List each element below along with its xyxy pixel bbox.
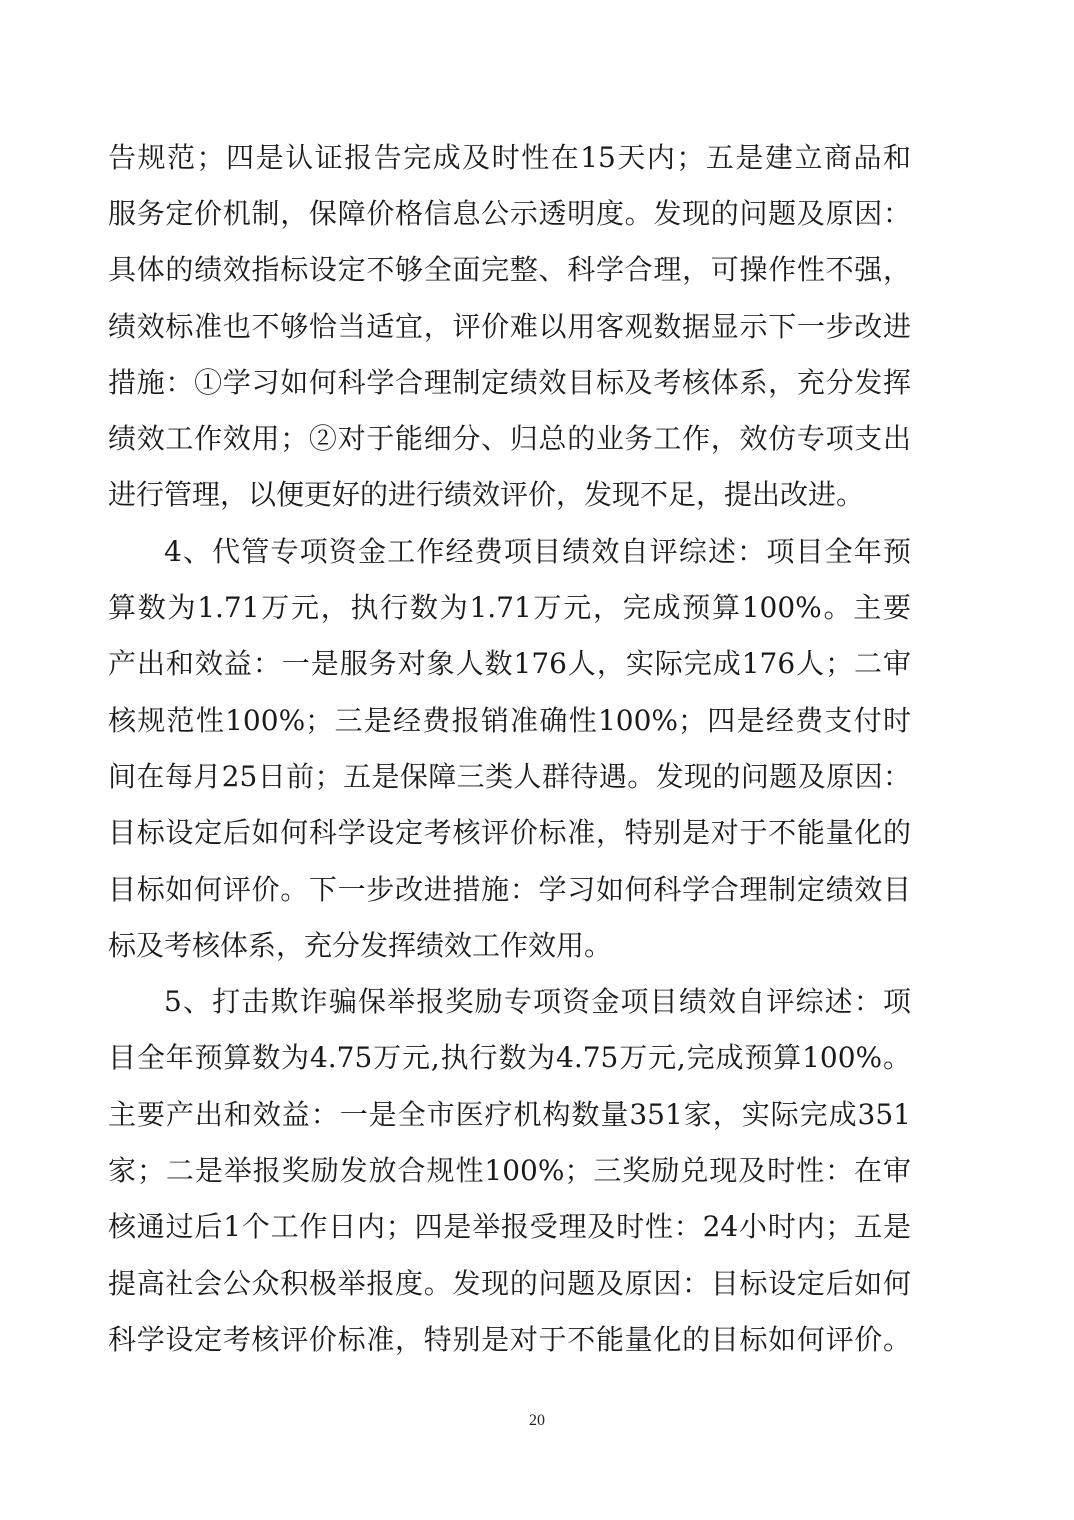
text-line: 产出和效益：一是服务对象人数176人，实际完成176人；二审 xyxy=(108,647,911,680)
text-line: 算数为1.71万元，执行数为1.71万元，完成预算100%。主要 xyxy=(108,591,911,624)
text-line: 绩效标准也不够恰当适宜，评价难以用客观数据显示下一步改进 xyxy=(108,310,911,343)
text-line: 提高社会公众积极举报度。发现的问题及原因：目标设定后如何 xyxy=(108,1267,911,1300)
text-line: 核规范性100%；三是经费报销准确性100%；四是经费支付时 xyxy=(108,704,911,737)
paragraph-heading-4: 4、代管专项资金工作经费项目绩效自评综述：项目全年预 xyxy=(164,535,911,568)
text-line: 间在每月25日前；五是保障三类人群待遇。发现的问题及原因： xyxy=(108,760,911,793)
text-line: 服务定价机制，保障价格信息公示透明度。发现的问题及原因： xyxy=(108,197,911,230)
text-line: 具体的绩效指标设定不够全面完整、科学合理，可操作性不强， xyxy=(108,253,911,286)
text-line: 科学设定考核评价标准，特别是对于不能量化的目标如何评价。 xyxy=(108,1323,911,1356)
text-line: 绩效工作效用；②对于能细分、归总的业务工作，效仿专项支出 xyxy=(108,422,911,455)
text-line: 标及考核体系，充分发挥绩效工作效用。 xyxy=(108,929,613,962)
text-line: 进行管理，以便更好的进行绩效评价，发现不足，提出改进。 xyxy=(108,478,865,511)
text-line: 目标如何评价。下一步改进措施：学习如何科学合理制定绩效目 xyxy=(108,873,911,906)
text-line: 措施：①学习如何科学合理制定绩效目标及考核体系，充分发挥 xyxy=(108,366,911,399)
text-line: 告规范；四是认证报告完成及时性在15天内；五是建立商品和 xyxy=(108,141,911,174)
paragraph-heading-5: 5、打击欺诈骗保举报奖励专项资金项目绩效自评综述：项 xyxy=(164,985,911,1018)
text-line: 主要产出和效益：一是全市医疗机构数量351家，实际完成351 xyxy=(108,1098,911,1131)
text-line: 目标设定后如何科学设定考核评价标准，特别是对于不能量化的 xyxy=(108,816,911,849)
page-number: 20 xyxy=(529,1412,545,1429)
text-line: 目全年预算数为4.75万元,执行数为4.75万元,完成预算100%。 xyxy=(108,1041,911,1074)
text-line: 家；二是举报奖励发放合规性100%；三奖励兑现及时性：在审 xyxy=(108,1154,911,1187)
text-line: 核通过后1个工作日内；四是举报受理及时性：24小时内；五是 xyxy=(108,1210,911,1243)
